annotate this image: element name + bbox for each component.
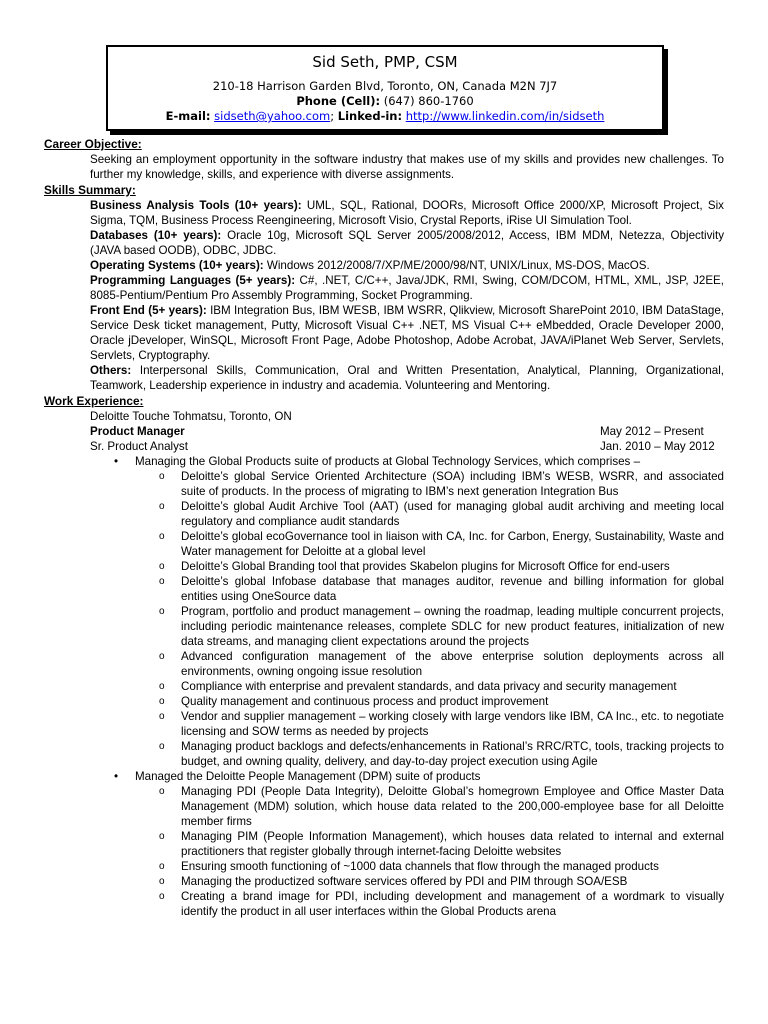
role-title: Sr. Product Analyst	[90, 440, 188, 453]
sub-bullet-glyph: o	[159, 876, 165, 887]
role-dates: Jan. 2010 – May 2012	[600, 440, 715, 453]
sub-list-item	[159, 784, 724, 829]
skill-text: Interpersonal Skills, Communication, Oral and Written Presentation, Analytical, Planning, Organizational, Teamwork, Leadership experience in industry and academia. Volunteering and Mentoring.	[90, 364, 724, 392]
skill-item	[90, 363, 724, 393]
phone-line	[108, 94, 662, 109]
sub-bullet-text: Ensuring smooth functioning of ~1000 data channels that flow through the managed products	[181, 860, 659, 873]
resume-header	[106, 45, 664, 131]
skill-label: Front End (5+ years):	[90, 304, 207, 317]
resume-name: Sid Seth, PMP, CSM	[312, 53, 458, 71]
sub-bullets	[135, 784, 724, 919]
sub-bullet-text: Managing PIM (People Information Management), which houses data related to internal and external practitioners that register globally through internet-facing Deloitte websites	[181, 830, 724, 858]
list-item	[112, 769, 724, 919]
bullet-glyph: •	[114, 770, 119, 783]
sub-list-item	[159, 859, 724, 874]
work-experience-heading: Work Experience:	[44, 394, 144, 408]
sub-list-item	[159, 499, 724, 529]
sub-bullet-glyph: o	[159, 681, 165, 692]
sub-list-item	[159, 469, 724, 499]
sub-list-item	[159, 529, 724, 559]
sub-list-item	[159, 574, 724, 604]
linkedin-label: Linked-in:	[337, 109, 403, 123]
sub-bullet-text: Deloitte’s global Infobase database that manages auditor, revenue and billing information for global entities using OneSource data	[181, 575, 724, 603]
sub-list-item	[159, 739, 724, 769]
skill-text: C#, .NET, C/C++, Java/JDK, RMI, Swing, COM/DCOM, HTML, XML, JSP, J2EE, 8085-Pentium/Pentium Pro Assembly Programming, Socket Programming.	[90, 274, 725, 302]
sub-bullets	[135, 469, 724, 769]
skill-item	[90, 258, 724, 273]
sub-bullet-text: Deloitte’s global Audit Archive Tool (AAT) (used for managing global audit archiving and meeting local regulatory and compliance audit standards	[181, 500, 724, 528]
list-item	[112, 454, 724, 769]
sub-bullet-glyph: o	[159, 786, 165, 797]
sub-bullet-glyph: o	[159, 711, 165, 722]
sub-bullet-text: Compliance with enterprise and prevalent standards, and data privacy and security management	[181, 680, 677, 693]
sub-bullet-glyph: o	[159, 891, 165, 902]
sub-bullet-glyph: o	[159, 861, 165, 872]
sub-list-item	[159, 874, 724, 889]
sub-bullet-glyph: o	[159, 696, 165, 707]
sub-bullet-glyph: o	[159, 741, 165, 752]
resume-body	[44, 136, 724, 919]
role-row	[90, 424, 724, 439]
sub-list-item	[159, 679, 724, 694]
sub-list-item	[159, 649, 724, 679]
email-label: E-mail:	[165, 109, 211, 123]
skill-item	[90, 273, 724, 303]
sub-list-item	[159, 889, 724, 919]
sub-bullet-glyph: o	[159, 831, 165, 842]
sub-bullet-text: Deloitte’s global Service Oriented Architecture (SOA) including IBM’s WESB, WSRR, and associated suite of products. In the process of migrating to IBM’s next generation Integration Bus	[181, 470, 724, 498]
company-name: Deloitte Touche Tohmatsu, Toronto, ON	[90, 410, 292, 423]
skill-text: UML, SQL, Rational, DOORs, Microsoft Office 2000/XP, Microsoft Project, Six Sigma, TQM, Business Process Reengineering, Microsoft Visio, Crystal Reports, iRise UI Simulation Tool.	[90, 199, 724, 227]
sub-list-item	[159, 694, 724, 709]
sub-bullet-text: Deloitte’s Global Branding tool that provides Skabelon plugins for Microsoft Office for end-users	[181, 560, 670, 573]
skill-label: Databases (10+ years):	[90, 229, 222, 242]
sub-bullet-text: Managing PDI (People Data Integrity), Deloitte Global’s homegrown Employee and Office Master Data Management (MDM) solution, which house data related to the 200,000-employee base for all Deloitte member firms	[181, 785, 724, 828]
skill-item	[90, 303, 724, 363]
bullet-text: Managed the Deloitte People Management (DPM) suite of products	[135, 770, 481, 783]
career-objective-heading: Career Objective:	[44, 137, 142, 151]
sub-list-item	[159, 709, 724, 739]
sub-bullet-text: Advanced configuration management of the above enterprise solution deployments across all environments, owning ongoing issue resolution	[181, 650, 724, 678]
skill-label: Business Analysis Tools (10+ years):	[90, 199, 302, 212]
sub-bullet-text: Program, portfolio and product management – owning the roadmap, leading multiple concurrent projects, including periodic maintenance releases, complete SDLC for new product features, initialization of new data streams, and managing client expectations around the projects	[181, 605, 724, 648]
sub-bullet-glyph: o	[159, 471, 165, 482]
skill-text: Oracle 10g, Microsoft SQL Server 2005/2008/2012, Access, IBM MDM, Netezza, Objectivity (JAVA based OODB), ODBC, JDBC.	[90, 229, 724, 257]
sub-bullet-text: Quality management and continuous process and product improvement	[181, 695, 549, 708]
sub-bullet-glyph: o	[159, 531, 165, 542]
role-dates: May 2012 – Present	[600, 425, 704, 438]
skill-item	[90, 228, 724, 258]
email-link[interactable]: sidseth@yahoo.com	[214, 109, 331, 123]
sub-bullet-glyph: o	[159, 501, 165, 512]
sub-list-item	[159, 604, 724, 649]
sub-list-item	[159, 829, 724, 859]
address: 210-18 Harrison Garden Blvd, Toronto, ON, Canada M2N 7J7	[212, 79, 558, 93]
sub-bullet-glyph: o	[159, 606, 165, 617]
phone-number: (647) 860-1760	[383, 94, 474, 108]
phone-label: Phone (Cell):	[296, 94, 381, 108]
skills-list	[44, 198, 724, 393]
career-objective-text: Seeking an employment opportunity in the software industry that makes use of my skills and provides new challenges. To further my knowledge, skills, and experience with diverse assignments.	[90, 153, 724, 181]
sub-bullet-text: Managing the productized software services offered by PDI and PIM through SOA/ESB	[181, 875, 628, 888]
skills-summary-heading: Skills Summary:	[44, 183, 136, 197]
role-row	[90, 439, 724, 454]
sub-bullet-glyph: o	[159, 576, 165, 587]
skill-label: Others:	[90, 364, 132, 377]
separator: ;	[330, 109, 335, 123]
bullet-glyph: •	[114, 455, 119, 468]
role-title: Product Manager	[90, 425, 185, 438]
sub-bullet-text: Managing product backlogs and defects/enhancements in Rational’s RRC/RTC, tools, tracking projects to budget, and owning quality, delivery, and day-to-day project execution using Agile	[181, 740, 724, 768]
sub-bullet-text: Creating a brand image for PDI, including development and management of a wordmark to visually identify the product in all user interfaces within the Global Products arena	[181, 890, 724, 918]
bullet-text: Managing the Global Products suite of products at Global Technology Services, which comprises –	[135, 455, 641, 468]
linkedin-link[interactable]: http://www.linkedin.com/in/sidseth	[405, 109, 605, 123]
sub-bullet-glyph: o	[159, 561, 165, 572]
contact-line	[108, 109, 662, 124]
sub-bullet-glyph: o	[159, 651, 165, 662]
skill-label: Operating Systems (10+ years):	[90, 259, 264, 272]
skill-label: Programming Languages (5+ years):	[90, 274, 296, 287]
skill-text: IBM Integration Bus, IBM WESB, IBM WSRR, Qlikview, Microsoft SharePoint 2010, IBM DataStage, Service Desk ticket management, Putty, Microsoft Visual C++ .NET, MS Visual C++ eMbedded, Oracle Developer 2000, Oracle jDeveloper, WinSQL, Microsoft Front Page, Adobe Photoshop, Adobe Acrobat, JAVA/iPlanet Web Server, Servlets, Servlets, Cryptography.	[90, 304, 724, 362]
experience-bullets	[44, 454, 724, 919]
sub-bullet-text: Deloitte’s global ecoGovernance tool in liaison with CA, Inc. for Carbon, Energy, Sustainability, Waste and Water management for Deloitte at a global level	[181, 530, 724, 558]
sub-bullet-text: Vendor and supplier management – working closely with large vendors like IBM, CA Inc., etc. to negotiate licensing and SOW terms as needed by projects	[181, 710, 724, 738]
skill-item	[90, 198, 724, 228]
skill-text: Windows 2012/2008/7/XP/ME/2000/98/NT, UNIX/Linux, MS-DOS, MacOS.	[266, 259, 650, 272]
sub-list-item	[159, 559, 724, 574]
